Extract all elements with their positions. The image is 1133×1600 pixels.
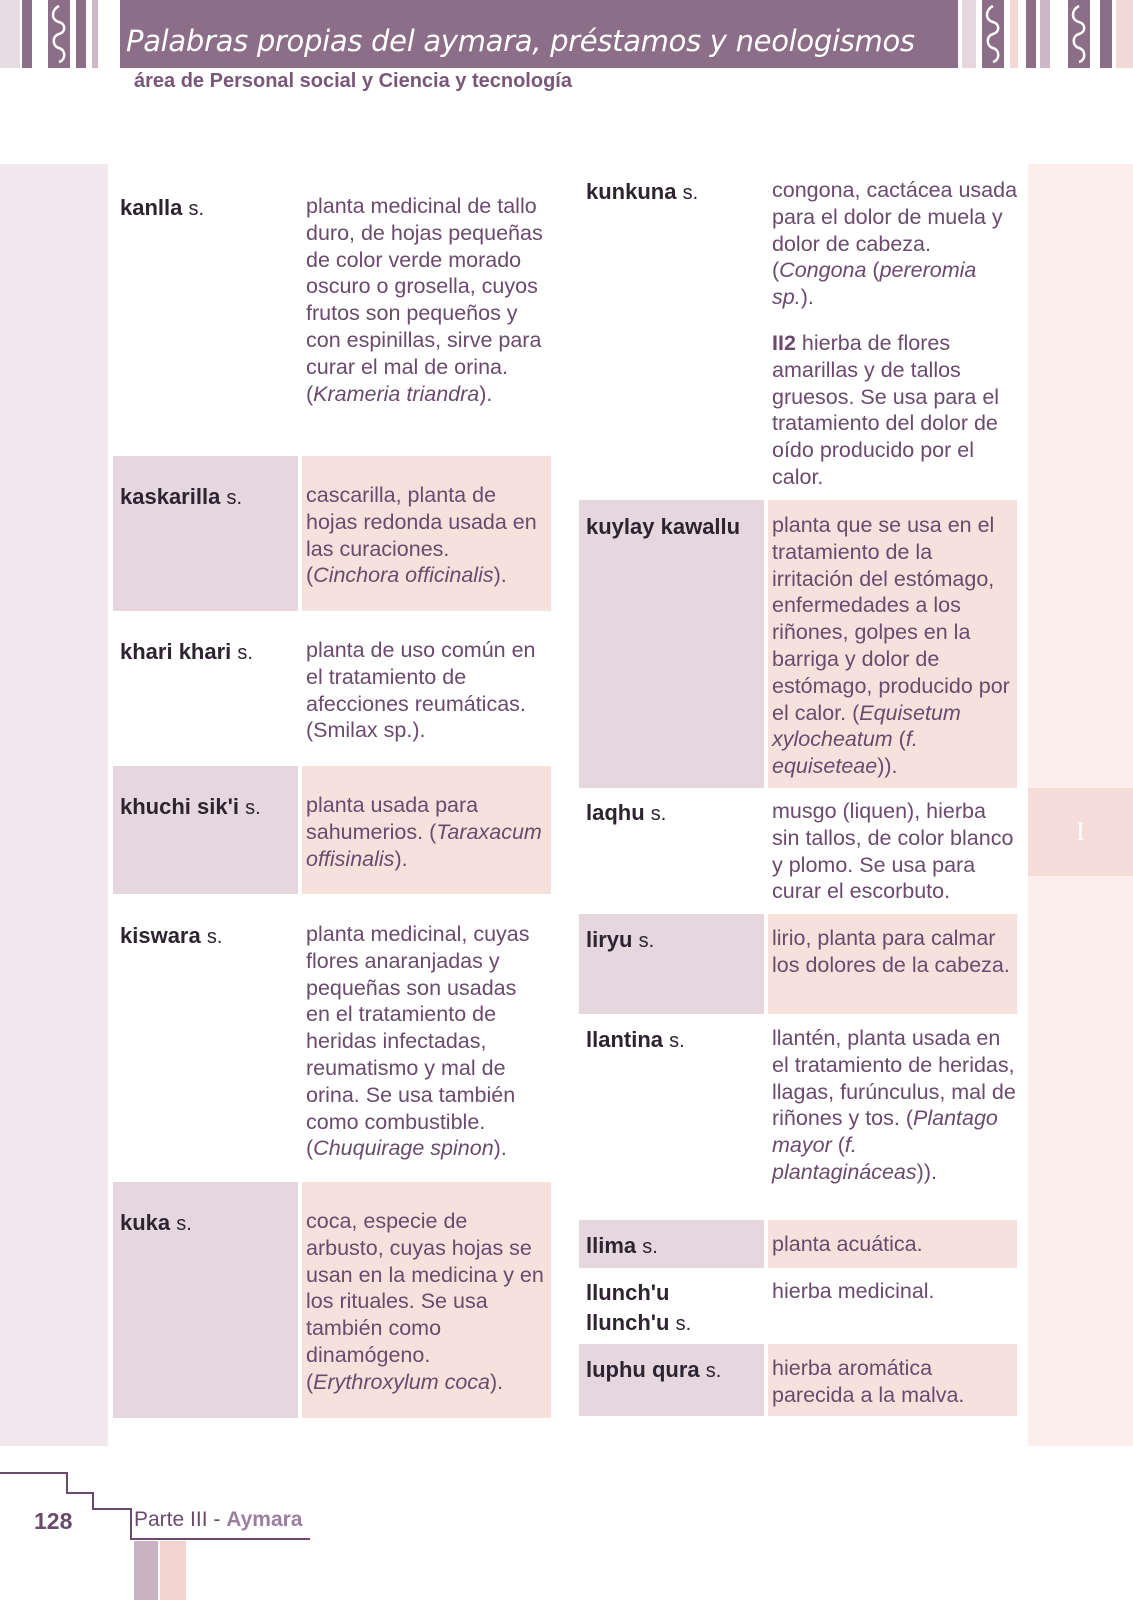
entry-definition: planta medicinal de tallo duro, de hojas pequeñas de color verde morado oscuro o grosella, cuyos frutos son pequeños y con espinillas, sirve para curar el mal de orina. (Krameria triandra). <box>306 194 543 406</box>
entry-definition: coca, especie de arbusto, cuyas hojas se usan en la medicina y en los rituales. Se usa también como dinamógeno. (Erythroxylum coca). <box>306 1209 544 1394</box>
entry-term: liryu s. <box>586 927 655 952</box>
entry-term: laqhu s. <box>586 800 667 825</box>
entry-definition: planta que se usa en el tratamiento de la irritación del estómago, enfermedades a los riñones, golpes en la barriga y dolor de estómago, producido por el calor. (Equisetum xylocheatum (f. equiseteae)). <box>772 513 1010 779</box>
entry-term: kiswara s. <box>120 923 223 948</box>
footer-color-bar <box>160 1541 186 1600</box>
swirl-ornament-icon <box>982 0 1004 68</box>
entry-definition: hierba medicinal. <box>772 1279 935 1303</box>
entry-definition: planta acuática. <box>772 1232 923 1256</box>
section-tab: I <box>1028 788 1133 876</box>
entry-term: khuchi sik'i s. <box>120 794 261 819</box>
entry-term: kunkuna s. <box>586 179 699 204</box>
entry-term: khari khari s. <box>120 639 253 664</box>
swirl-ornament-icon <box>1068 0 1090 68</box>
entry-term: llima s. <box>586 1233 658 1258</box>
entry-definition: planta medicinal, cuyas flores anaranjadas y pequeñas son usadas en el tratamiento de heridas infectadas, reumatismo y mal de orina. Se usa también como combustible. (Chuquirage spinon). <box>306 922 530 1161</box>
swirl-ornament-icon <box>48 0 70 68</box>
page-title: Palabras propias del aymara, préstamos y neologismos <box>126 24 915 58</box>
entry-term: kuka s. <box>120 1210 192 1235</box>
footer-color-bar <box>134 1541 158 1600</box>
left-margin-band <box>0 164 108 1446</box>
entry-term: llunch'u llunch'u s. <box>586 1280 692 1335</box>
footer-section-label: Parte III - Aymara <box>134 1508 303 1531</box>
entry-term: kanlla s. <box>120 195 205 220</box>
entry-definition-sense-2: II2 hierba de flores amarillas y de tallos gruesos. Se usa para el tratamiento del dolor de oído producido por el calor. <box>772 331 1000 489</box>
entry-definition: cascarilla, planta de hojas redonda usada en las curaciones. (Cinchora officinalis). <box>306 483 537 588</box>
entry-definition: lirio, planta para calmar los dolores de la cabeza. <box>772 926 1010 977</box>
page-subtitle: área de Personal social y Ciencia y tecnología <box>134 70 572 92</box>
entry-definition: congona, cactácea usada para el dolor de muela y dolor de cabeza. (Congona (pereromia sp.). <box>772 178 1018 310</box>
entry-term-cell <box>113 456 298 611</box>
entry-term: kaskarilla s. <box>120 484 242 509</box>
entry-term: luphu qura s. <box>586 1357 722 1382</box>
entry-definition: hierba aromática parecida a la malva. <box>772 1356 965 1407</box>
entry-definition: llantén, planta usada en el tratamiento de heridas, llagas, furúnculus, mal de riñones y tos. (Plantago mayor (f. plantagináceas)). <box>772 1026 1016 1184</box>
entry-definition: planta usada para sahumerios. (Taraxacum offisinalis). <box>306 793 542 871</box>
entry-term-cell <box>113 766 298 894</box>
entry-definition: musgo (liquen), hierba sin tallos, de color blanco y plomo. Se usa para curar el escorbuto. <box>772 799 1014 904</box>
entry-term-cell <box>579 500 764 788</box>
page-number: 128 <box>34 1508 73 1534</box>
entry-definition: planta de uso común en el tratamiento de afecciones reumáticas. (Smilax sp.). <box>306 638 536 743</box>
entry-term: kuylay kawallu <box>586 514 741 539</box>
entry-term: llantina s. <box>586 1027 685 1052</box>
